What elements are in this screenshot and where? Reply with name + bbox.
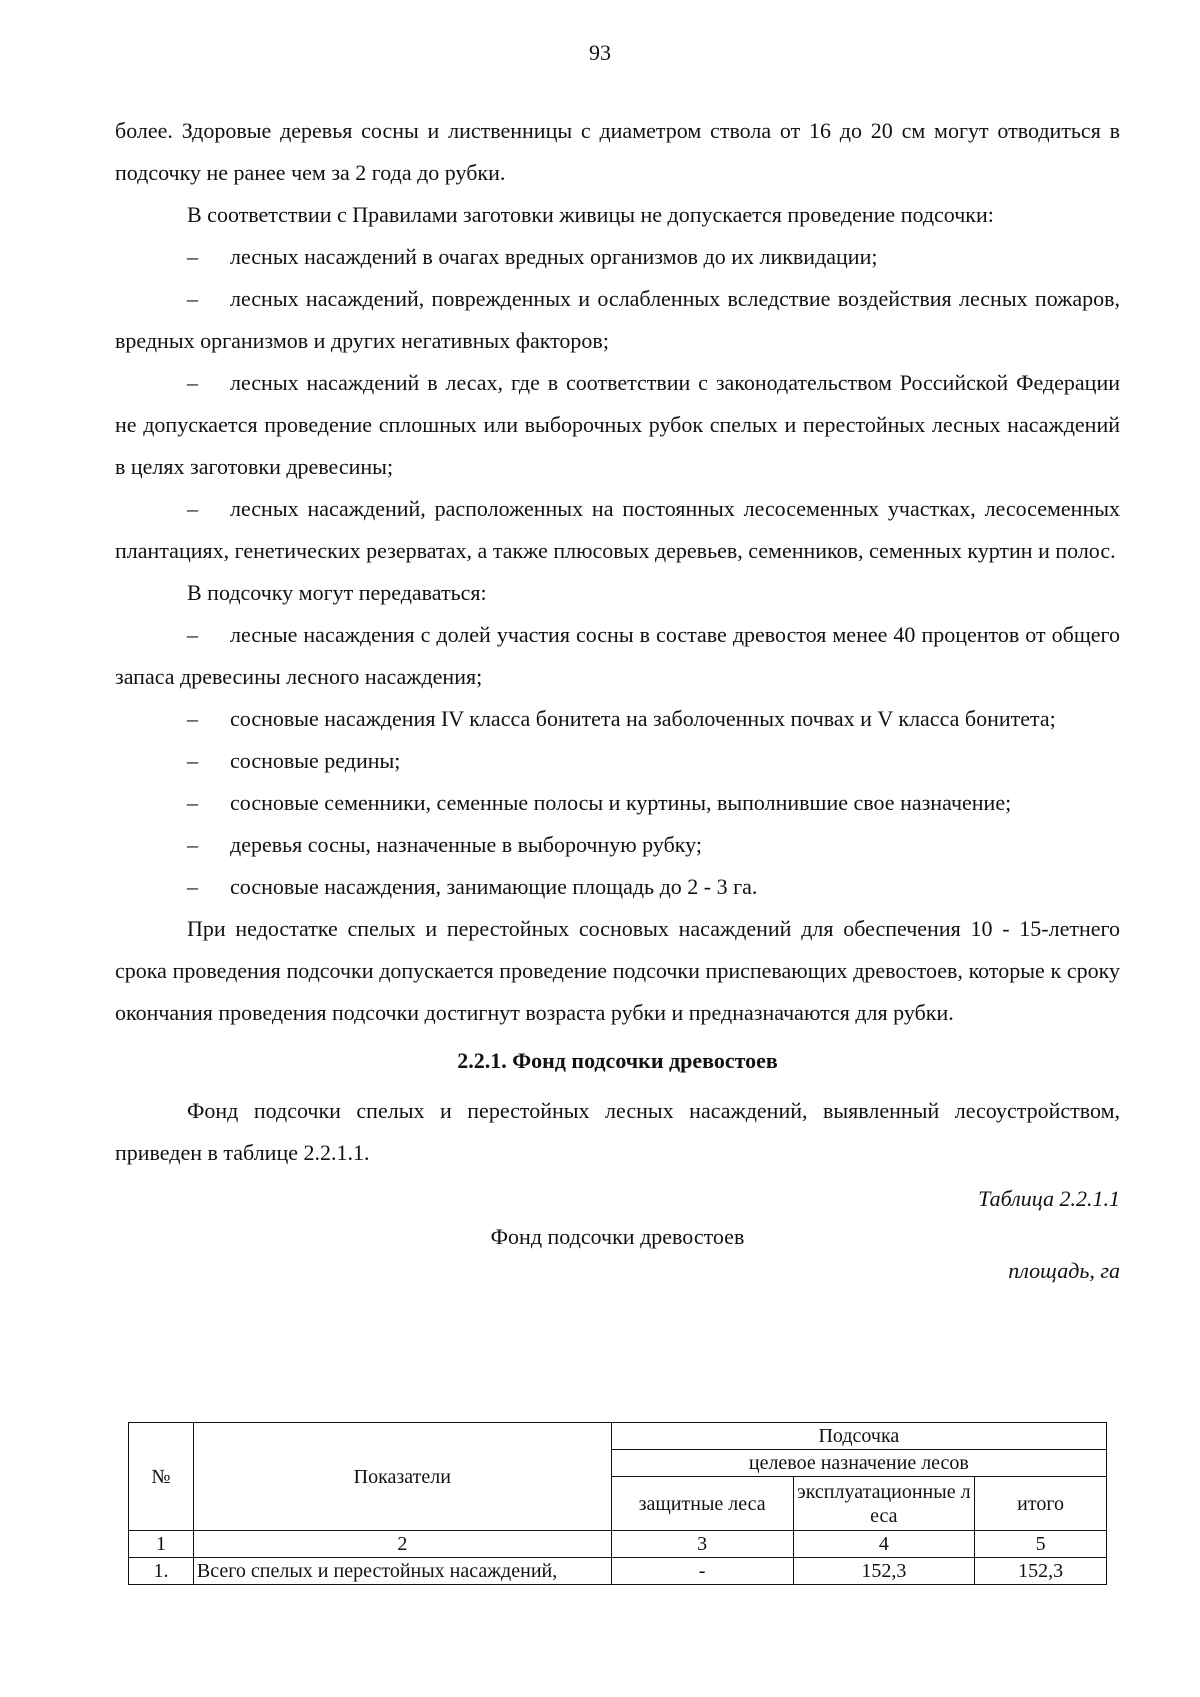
table-row bbox=[129, 1558, 1107, 1585]
page-number: 93 bbox=[589, 40, 611, 65]
paragraph: В соответствии с Правилами заготовки живицы не допускается проведение подсочки: bbox=[187, 202, 994, 227]
list-item bbox=[115, 866, 1120, 908]
table-header-row bbox=[129, 1423, 1107, 1450]
row-protective: - bbox=[611, 1558, 793, 1585]
list-item bbox=[115, 236, 1120, 278]
list-item bbox=[115, 278, 1120, 362]
dash-marker: – bbox=[187, 496, 198, 521]
column-number: 2 bbox=[193, 1531, 611, 1558]
list-item-text: лесных насаждений, поврежденных и ослабленных вследствие воздействия лесных пожаров, вредных организмов и других негативных факторов; bbox=[115, 286, 1120, 353]
row-total: 152,3 bbox=[975, 1558, 1107, 1585]
header-protective: защитные леса bbox=[611, 1477, 793, 1531]
dash-marker: – bbox=[187, 790, 198, 815]
section-heading: 2.2.1. Фонд подсочки древостоев bbox=[457, 1048, 778, 1073]
dash-marker: – bbox=[187, 244, 198, 269]
list-item bbox=[115, 488, 1120, 572]
dash-marker: – bbox=[187, 286, 198, 311]
table-unit: площадь, га bbox=[1008, 1258, 1120, 1283]
row-exploitation: 152,3 bbox=[793, 1558, 975, 1585]
dash-marker: – bbox=[187, 874, 198, 899]
header-num: № bbox=[129, 1423, 194, 1531]
list-item-text: сосновые редины; bbox=[230, 748, 401, 773]
dash-marker: – bbox=[187, 832, 198, 857]
list-item bbox=[115, 824, 1120, 866]
list-item bbox=[115, 698, 1120, 740]
list-item-text: деревья сосны, назначенные в выборочную рубку; bbox=[230, 832, 702, 857]
paragraph: В подсочку могут передаваться: bbox=[187, 580, 487, 605]
dash-marker: – bbox=[187, 706, 198, 731]
list-item-text: лесных насаждений в очагах вредных организмов до их ликвидации; bbox=[230, 244, 878, 269]
row-indicator: Всего спелых и перестойных насаждений, bbox=[193, 1558, 611, 1585]
list-item bbox=[115, 362, 1120, 488]
row-num: 1. bbox=[129, 1558, 194, 1585]
list-item bbox=[115, 614, 1120, 698]
column-number: 1 bbox=[129, 1531, 194, 1558]
column-number: 5 bbox=[975, 1531, 1107, 1558]
paragraph: Фонд подсочки спелых и перестойных лесных насаждений, выявленный лесоустройством, приведен в таблице 2.2.1.1. bbox=[115, 1098, 1120, 1165]
paragraph: более. Здоровые деревья сосны и лиственницы с диаметром ствола от 16 до 20 см могут отводиться в подсочку не ранее чем за 2 года до рубки. bbox=[115, 118, 1120, 185]
dash-marker: – bbox=[187, 622, 198, 647]
dash-marker: – bbox=[187, 370, 198, 395]
header-indicators: Показатели bbox=[193, 1423, 611, 1531]
list-item-text: лесных насаждений в лесах, где в соответствии с законодательством Российской Федерации не допускается проведение сплошных или выборочных рубок спелых и перестойных лесных насаждений в целях заготовки древесины; bbox=[115, 370, 1120, 479]
list-item bbox=[115, 782, 1120, 824]
list-item-text: лесные насаждения с долей участия сосны в составе древостоя менее 40 процентов от общего запаса древесины лесного насаждения; bbox=[115, 622, 1120, 689]
list-item-text: сосновые насаждения, занимающие площадь до 2 - 3 га. bbox=[230, 874, 758, 899]
header-total: итого bbox=[975, 1477, 1107, 1531]
dash-marker: – bbox=[187, 748, 198, 773]
list-item bbox=[115, 740, 1120, 782]
fund-table bbox=[128, 1422, 1107, 1585]
table-title: Фонд подсочки древостоев bbox=[490, 1224, 745, 1249]
column-number: 3 bbox=[611, 1531, 793, 1558]
list-item-text: сосновые семенники, семенные полосы и куртины, выполнившие свое назначение; bbox=[230, 790, 1012, 815]
body-text bbox=[115, 110, 1120, 1288]
list-item-text: лесных насаждений, расположенных на постоянных лесосеменных участках, лесосеменных плантациях, генетических резерватах, а также плюсовых деревьев, семенников, семенных куртин и полос. bbox=[115, 496, 1120, 563]
header-group: Подсочка bbox=[611, 1423, 1106, 1450]
table-column-numbers-row bbox=[129, 1531, 1107, 1558]
paragraph: При недостатке спелых и перестойных сосновых насаждений для обеспечения 10 - 15-летнего срока проведения подсочки допускается проведение подсочки приспевающих древостоев, которые к сроку окончания проведения подсочки достигнут возраста рубки и предназначаются для рубки. bbox=[115, 916, 1120, 1025]
column-number: 4 bbox=[793, 1531, 975, 1558]
table-label: Таблица 2.2.1.1 bbox=[978, 1186, 1120, 1211]
header-subgroup: целевое назначение лесов bbox=[611, 1450, 1106, 1477]
header-exploitation: эксплуатационные леса bbox=[793, 1477, 975, 1531]
list-item-text: сосновые насаждения IV класса бонитета на заболоченных почвах и V класса бонитета; bbox=[230, 706, 1056, 731]
